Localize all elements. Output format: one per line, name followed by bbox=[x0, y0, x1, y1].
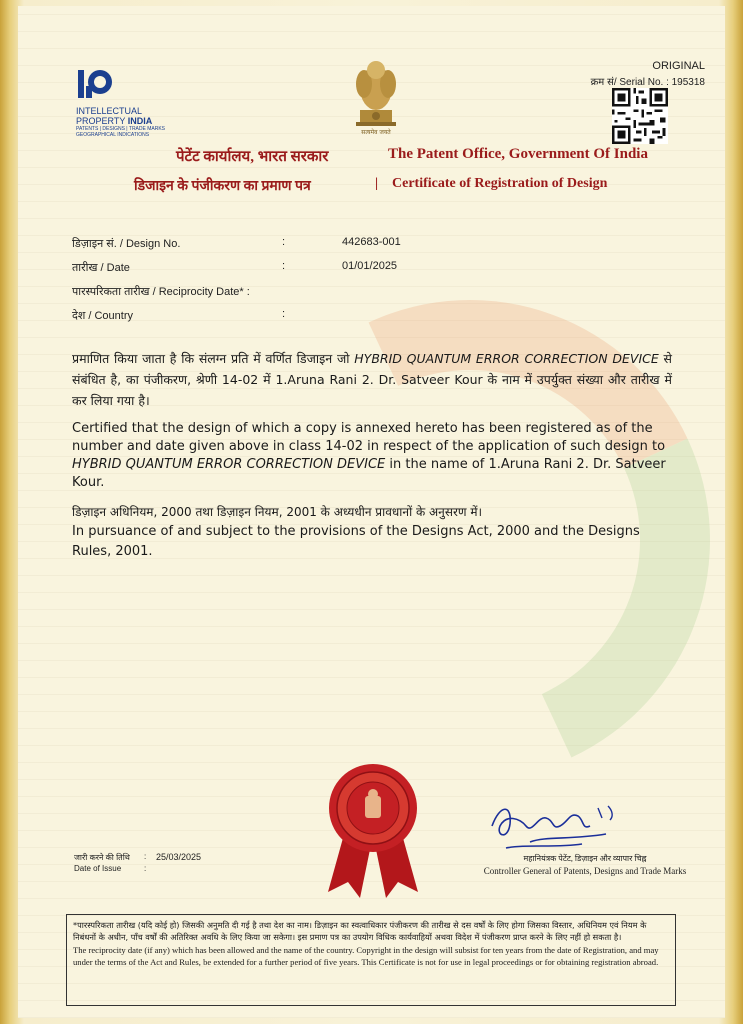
certification-text-en bbox=[72, 420, 672, 492]
footnote-box bbox=[66, 914, 676, 1006]
controller-block bbox=[450, 853, 720, 876]
field-country bbox=[72, 308, 512, 332]
logo-line2-b: INDIA bbox=[127, 116, 153, 126]
official-seal-icon bbox=[318, 760, 428, 900]
field-label: डिज़ाइन सं. / Design No. bbox=[72, 238, 181, 250]
controller-title-en: Controller General of Patents, Designs and Trade Marks bbox=[483, 866, 687, 876]
field-label: पारस्परिकता तारीख / Reciprocity Date* : bbox=[72, 286, 250, 298]
heading-separator: | bbox=[375, 176, 379, 191]
logo-line3: PATENTS | DESIGNS | TRADE MARKS bbox=[76, 126, 166, 132]
design-title-en: HYBRID QUANTUM ERROR CORRECTION DEVICE bbox=[72, 457, 386, 472]
field-design-no bbox=[72, 236, 512, 260]
logo-line1: INTELLECTUAL bbox=[76, 106, 143, 116]
field-value: 01/01/2025 bbox=[342, 260, 398, 272]
issue-colon: : bbox=[144, 852, 147, 861]
emblem-motto: सत्यमेव जयते bbox=[361, 129, 391, 136]
logo-line4: GEOGRAPHICAL INDICATIONS bbox=[76, 132, 150, 138]
act-text-en: In pursuance of and subject to the provisions of the Designs Act, 2000 and the Designs Rules, 2001. bbox=[72, 524, 640, 559]
field-reciprocity-date bbox=[72, 284, 512, 308]
en-text-after: in the name of 1.Aruna Rani 2. Dr. Satveer Kour. bbox=[72, 457, 666, 490]
hi-text-after: से संबंधित है, का पंजीकरण, श्रेणी 14-02 में 1.Aruna Rani 2. Dr. Satveer Kour के नाम में उपर्युक्त संख्या और तारीख में कर लिया गया है। bbox=[72, 351, 673, 408]
field-label: देश / Country bbox=[72, 310, 134, 322]
ip-india-mark-icon bbox=[76, 66, 116, 102]
office-heading-en: The Patent Office, Government Of India bbox=[388, 146, 648, 162]
qr-code-icon[interactable] bbox=[612, 88, 668, 144]
date-of-issue bbox=[74, 852, 274, 876]
footnote-en: The reciprocity date (if any) which has been allowed and the name of the country. Copyright in the design will subsist for ten years from the date of Registration, and may under the terms of the Act and Rules, be extended for a further period of five years. This Certificate is not for use in legal proceedings or for obtaining registration abroad. bbox=[73, 945, 659, 967]
ip-india-logo bbox=[76, 66, 186, 138]
issue-row-en bbox=[74, 864, 274, 876]
certification-text-hi bbox=[72, 348, 672, 411]
controller-title-hi: महानियंत्रक पेटेंट, डिज़ाइन और व्यापार चिह्न bbox=[523, 854, 647, 863]
issue-value: 25/03/2025 bbox=[156, 852, 202, 862]
field-colon: : bbox=[282, 260, 286, 272]
field-colon: : bbox=[282, 236, 286, 248]
design-title-hi: HYBRID QUANTUM ERROR CORRECTION DEVICE bbox=[354, 351, 659, 366]
issue-label-en: Date of Issue bbox=[74, 864, 122, 873]
en-text-before: Certified that the design of which a copy is annexed hereto has been registered as of the number and date given above in class 14-02 in respect of the application of such design to bbox=[72, 421, 666, 454]
serial-value: 195318 bbox=[671, 77, 705, 88]
logo-line2 bbox=[76, 116, 186, 126]
office-heading-hi: पेटेंट कार्यालय, भारत सरकार bbox=[176, 149, 329, 165]
logo-line2-a: PROPERTY bbox=[76, 116, 126, 126]
field-date bbox=[72, 260, 512, 284]
issue-row-hi bbox=[74, 852, 274, 864]
hi-text-before: प्रमाणित किया जाता है कि संलग्न प्रति में वर्णित डिजाइन जो bbox=[72, 351, 355, 366]
field-label: तारीख / Date bbox=[72, 262, 130, 274]
field-colon: : bbox=[282, 308, 286, 320]
field-value: 442683-001 bbox=[342, 236, 401, 248]
serial-block bbox=[591, 60, 705, 88]
footnote-hi: *पारस्परिकता तारीख (यदि कोई हो) जिसकी अनुमति दी गई है तथा देश का नाम। डिज़ाइन का स्वत्वाधिकार पंजीकरण की तारीख से दस वर्षों के लिए होगा जिसका विस्तार, अधिनियम एवं नियम के निबंधनों के अधीन, पाँच वर्षों की अतिरिक्त अवधि के लिए किया जा सकेगा। इस प्रमाण पत्र का उपयोग विधिक कार्यवाहियों अथवा विदेश में पंजीकरण प्राप्त करने के लिए नहीं हो सकता है। bbox=[73, 920, 647, 942]
issue-label-hi: जारी करने की तिथि bbox=[74, 853, 130, 862]
serial-label: क्रम सं/ Serial No. : bbox=[590, 77, 669, 88]
signature-icon bbox=[486, 796, 636, 852]
issue-colon: : bbox=[144, 864, 147, 873]
original-label: ORIGINAL bbox=[652, 60, 705, 72]
certificate-heading-en: Certificate of Registration of Design bbox=[392, 176, 608, 191]
national-emblem-icon bbox=[346, 48, 406, 138]
certificate-heading-hi: डिजाइन के पंजीकरण का प्रमाण पत्र bbox=[134, 179, 311, 194]
act-text-hi: डिज़ाइन अधिनियम, 2000 तथा डिज़ाइन नियम, 2001 के अध्यधीन प्रावधानों के अनुसरण में। bbox=[72, 505, 483, 519]
design-fields bbox=[72, 236, 512, 332]
serial-number bbox=[591, 74, 705, 88]
